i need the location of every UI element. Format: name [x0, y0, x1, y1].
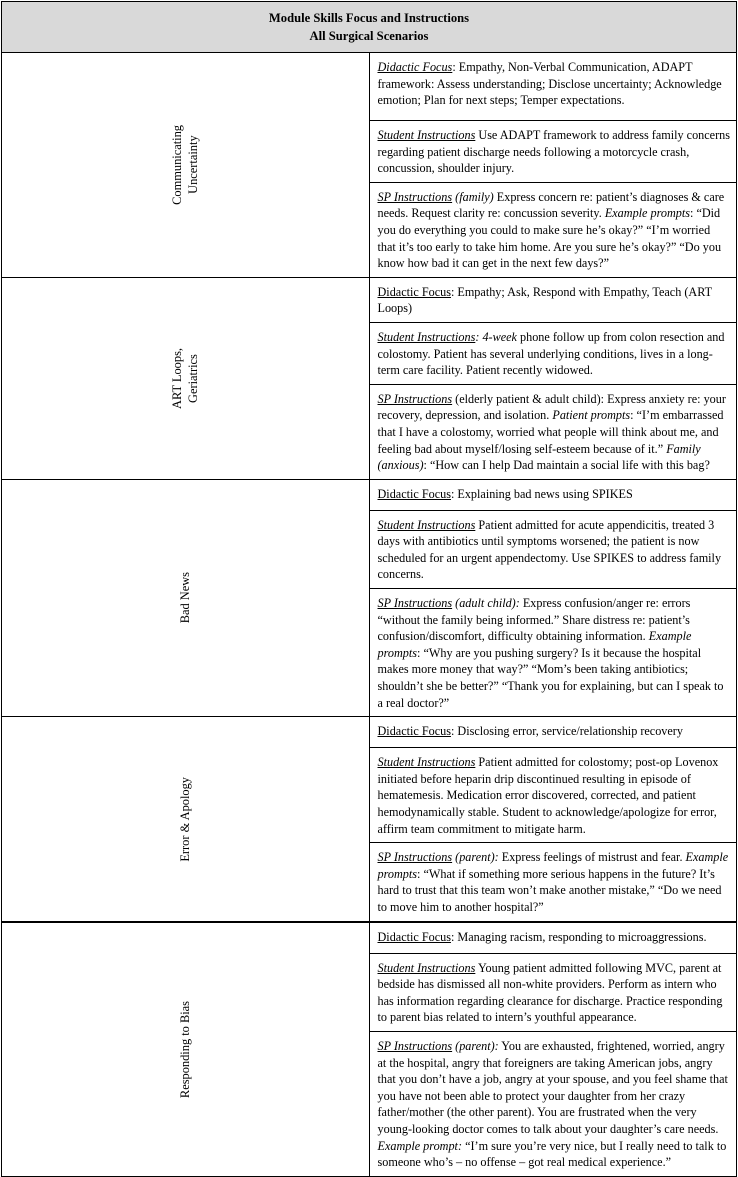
- sp-role: (family): [452, 189, 494, 204]
- skills-table: [1, 1, 737, 1177]
- header-title: Module Skills Focus and Instructions: [268, 10, 470, 25]
- student-text: Patient admitted for acute appendicitis, treated 3 days with antibiotics until symptoms worsened; the patient is now scheduled for an urgent appendectomy. Use SPIKES to address family concerns.: [377, 517, 722, 582]
- module-label-line: Bad News: [178, 572, 193, 624]
- student-label: Student Instructions: [377, 960, 476, 975]
- didactic-focus-cell: [369, 922, 737, 954]
- sp-label: SP Instructions: [377, 1038, 453, 1053]
- sp-role: (elderly patient & adult child): Express anxiety re: your recovery, depression, and isolation.: [377, 391, 726, 423]
- didactic-label: Didactic Focus: [377, 486, 451, 501]
- sp-instructions-cell: [369, 1031, 737, 1176]
- student-label: Student Instructions: [377, 128, 476, 142]
- sp-prompt-text: “I’m sure you’re very nice, but I really need to talk to someone who’s – no offense – got real medical experience.”: [377, 1138, 727, 1170]
- sp-text: Express feelings of mistrust and fear.: [498, 850, 686, 865]
- sp-prompt-label: Example prompts: [377, 629, 692, 660]
- student-text: Patient admitted for colostomy; post-op Lovenox initiated before heparin drip discontinued resulting in episode of hematemesis. Medication error discovered, corrected, and patient hemodynamically stable. Student to acknowledge/apologize for error, affirm team commitment to mitigate harm.: [377, 755, 719, 836]
- sp-prompt2-text: : “How can I help Dad maintain a social life with this bag?: [423, 458, 710, 473]
- didactic-text: : Empathy; Ask, Respond with Empathy, Teach (ART Loops): [377, 284, 712, 316]
- student-label: Student Instructions: [377, 517, 476, 532]
- student-instructions-cell: [369, 322, 737, 384]
- sp-label: SP Instructions: [377, 596, 453, 611]
- didactic-focus-cell: [369, 277, 737, 322]
- module-label-line: Responding to Bias: [178, 1000, 193, 1098]
- sp-instructions-cell: [369, 843, 737, 922]
- module-label-line: Uncertainty: [186, 135, 201, 195]
- sp-prompt-label: Example prompts: [377, 850, 729, 881]
- header-subtitle: All Surgical Scenarios: [309, 29, 429, 43]
- sp-prompt-label: Patient prompts: [552, 408, 631, 423]
- student-text: phone follow up from colon resection and colostomy. Patient has several underlying conditions, lives in a long-term care facility. Patient recently widowed.: [377, 329, 725, 378]
- didactic-text: : Managing racism, responding to microaggressions.: [450, 929, 707, 944]
- didactic-text: : Disclosing error, service/relationship recovery: [450, 724, 683, 739]
- sp-role: (parent):: [452, 1038, 499, 1053]
- didactic-label: Didactic Focus: [377, 724, 451, 739]
- sp-role: (parent):: [452, 850, 499, 865]
- sp-label: SP Instructions: [377, 189, 453, 204]
- sp-text: You are exhausted, frightened, worried, angry at the hospital, angry that foreigners are taking American jobs, angry that you don’t have a job, angry at your spouse, and you feel shame that you have not been able to protect your daughter from her crazy father/mother (the other parent). You are frustrated when the very young-looking doctor comes to talk about your daughter’s care needs.: [377, 1038, 728, 1136]
- module-label-line: Error & Apology: [178, 776, 193, 862]
- sp-instructions-cell: [369, 384, 737, 479]
- sp-text: Express confusion/anger re: errors “without the family being informed.” Share distress re: patient’s confusion/discomfort, difficulty obtaining information.: [377, 596, 691, 644]
- student-text: Young patient admitted following MVC, parent at bedside has dismissed all non-white providers. Perform as intern who has information regarding clearance for discharge. Practice responding to parent bias related to intern’s youthful appearance.: [377, 960, 723, 1025]
- student-instructions-cell: [369, 121, 737, 183]
- didactic-label: Didactic Focus: [377, 284, 451, 299]
- table-header: [2, 2, 737, 53]
- module-label-error-apology: [2, 717, 370, 922]
- sp-prompt2-label: Family (anxious): [377, 441, 701, 473]
- sp-prompt-text: : “What if something more serious happens in the future? It’s hard to trust that this team won’t make another mistake,” “Do we need to move him to another hospital?”: [377, 866, 722, 914]
- sp-prompt-label: Example prompts: [604, 206, 691, 221]
- didactic-focus-cell: [369, 479, 737, 510]
- student-text: Use ADAPT framework to address family concerns regarding patient discharge needs following a motorcycle crash, concussion, shoulder injury.: [377, 128, 730, 176]
- module-label-communicating-uncertainty: [2, 53, 370, 278]
- didactic-label: Didactic Focus: [377, 929, 451, 944]
- sp-prompt-text: : “Why are you pushing surgery? Is it because the hospital makes more money that way?” “Mom’s been taking antibiotics; shouldn’t she be better?” “Thank you for explaining, but can I speak to a real doctor?”: [377, 645, 724, 710]
- student-instructions-cell: [369, 510, 737, 588]
- sp-instructions-cell: [369, 182, 737, 277]
- module-label-line: Communicating: [170, 124, 185, 205]
- module-label-art-loops-geriatrics: [2, 277, 370, 479]
- module-label-responding-to-bias: [2, 922, 370, 1177]
- didactic-text: : Empathy, Non-Verbal Communication, ADAPT framework: Assess understanding; Disclose uncertainty; Acknowledge emotion; Plan for next steps; Temper expectations.: [377, 60, 722, 108]
- student-label: Student Instructions: [377, 755, 476, 770]
- didactic-focus-cell: [369, 53, 737, 121]
- sp-prompt-label: Example prompt:: [377, 1138, 463, 1153]
- didactic-text: : Explaining bad news using SPIKES: [450, 486, 633, 501]
- module-label-line: ART Loops,: [170, 347, 185, 409]
- sp-prompt-text: : “Did you do everything you could to make sure he’s okay?” “I’m worried that it’s too early to take him home. Are you sure he’s okay?” “Do you know how bad it can get in the next few days?”: [377, 206, 722, 271]
- sp-label: SP Instructions: [377, 391, 453, 406]
- didactic-label: Didactic Focus: [377, 60, 453, 74]
- sp-instructions-cell: [369, 589, 737, 717]
- didactic-focus-cell: [369, 717, 737, 748]
- sp-text: Express concern re: patient’s diagnoses & care needs. Request clarity re: concussion severity.: [377, 189, 725, 221]
- sp-role: (adult child):: [452, 596, 520, 611]
- module-label-bad-news: [2, 479, 370, 717]
- student-instructions-cell: [369, 748, 737, 843]
- module-label-line: Geriatrics: [186, 353, 201, 403]
- student-text-italic: : 4-week: [475, 329, 517, 344]
- student-instructions-cell: [369, 953, 737, 1031]
- sp-prompt-text: : “I’m embarrassed that I have a colostomy, worried what people will think about me, and feeling bad about myself/losing self-esteem because of it.”: [377, 408, 724, 456]
- sp-label: SP Instructions: [377, 850, 453, 865]
- student-label: Student Instructions: [377, 329, 476, 344]
